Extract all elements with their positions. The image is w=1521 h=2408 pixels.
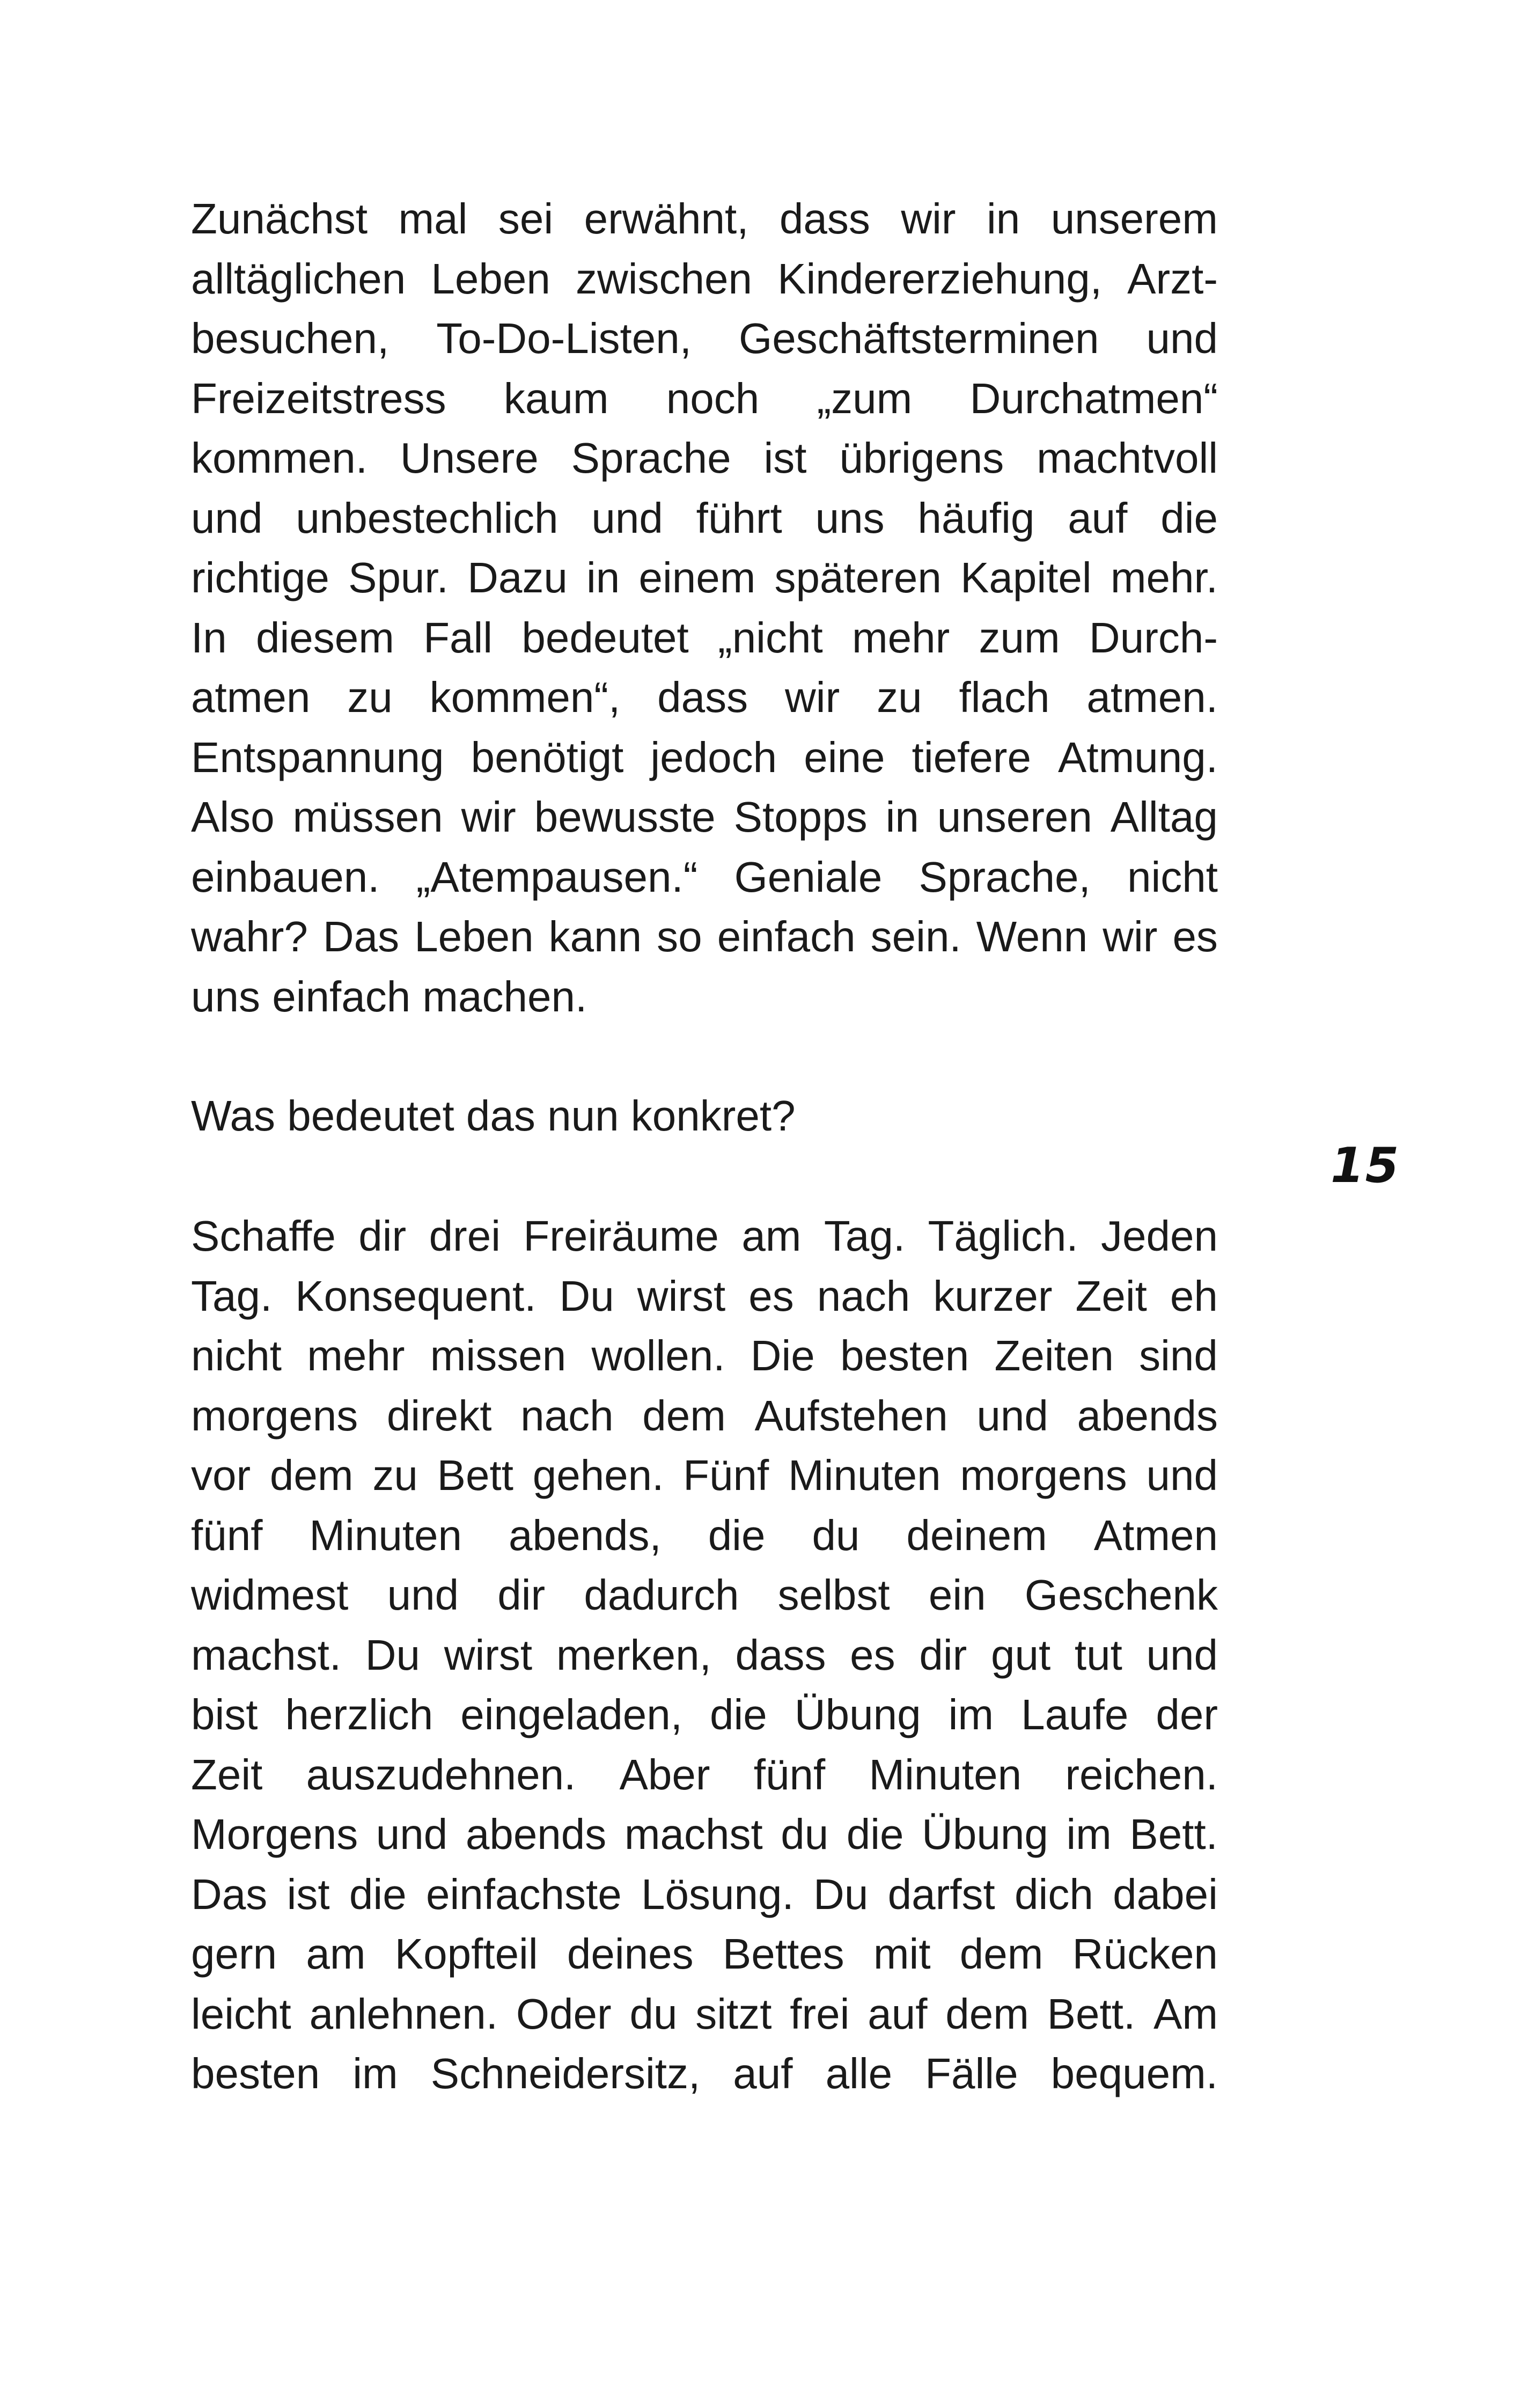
text-line: besten im Schneidersitz, auf alle Fälle bequem.: [191, 2050, 1218, 2097]
text-line: gern am Kopfteil deines Bettes mit dem Rücken: [191, 1930, 1218, 1978]
paragraph-1: [191, 189, 1218, 1026]
text-line: richtige Spur. Dazu in einem späteren Kapitel mehr.: [191, 554, 1218, 601]
text-line: Zeit auszudehnen. Aber fünf Minuten reichen.: [191, 1750, 1218, 1798]
text-line: wahr? Das Leben kann so einfach sein. Wenn wir es: [191, 913, 1218, 960]
text-line: In diesem Fall bedeutet „nicht mehr zum Durch-: [191, 613, 1218, 662]
text-line: einbauen. „Atempausen.“ Geniale Sprache, nicht: [191, 853, 1218, 901]
text-line: uns einfach machen.: [191, 972, 587, 1021]
text-line: vor dem zu Bett gehen. Fünf Minuten morgens und: [191, 1451, 1218, 1499]
paragraph-2: [191, 1206, 1218, 2104]
text-line: Tag. Konsequent. Du wirst es nach kurzer Zeit eh: [191, 1272, 1218, 1320]
text-line: Schaffe dir drei Freiräume am Tag. Täglich. Jeden: [191, 1212, 1218, 1260]
text-line: Entspannung benötigt jedoch eine tiefere Atmung.: [191, 733, 1218, 781]
text-line: besuchen, To-Do-Listen, Geschäftsterminen und: [191, 314, 1218, 362]
text-line: kommen. Unsere Sprache ist übrigens machtvoll: [191, 434, 1218, 482]
text-line: alltäglichen Leben zwischen Kindererziehung, Arzt-: [191, 254, 1218, 303]
question-paragraph: [191, 1086, 1218, 1146]
text-line: nicht mehr missen wollen. Die besten Zeiten sind: [191, 1332, 1218, 1379]
question-line: Was bedeutet das nun konkret?: [191, 1092, 796, 1140]
text-line: und unbestechlich und führt uns häufig auf die: [191, 494, 1218, 542]
text-line: atmen zu kommen“, dass wir zu flach atmen.: [191, 673, 1218, 721]
text-line: fünf Minuten abends, die du deinem Atmen: [191, 1511, 1218, 1559]
page-number: 15: [1331, 1137, 1400, 1194]
text-line: machst. Du wirst merken, dass es dir gut tut und: [191, 1631, 1218, 1679]
text-line: leicht anlehnen. Oder du sitzt frei auf dem Bett. Am: [191, 1989, 1218, 2038]
text-line: morgens direkt nach dem Aufstehen und abends: [191, 1391, 1218, 1440]
text-line: widmest und dir dadurch selbst ein Geschenk: [191, 1571, 1218, 1619]
text-line: Zunächst mal sei erwähnt, dass wir in unserem: [191, 195, 1218, 243]
text-line: Morgens und abends machst du die Übung im Bett.: [191, 1810, 1218, 1858]
text-line: bist herzlich eingeladen, die Übung im Laufe der: [191, 1691, 1218, 1738]
text-line: Das ist die einfachste Lösung. Du darfst dich dabei: [191, 1870, 1218, 1918]
text-line: Freizeitstress kaum noch „zum Durchatmen“: [191, 374, 1218, 422]
text-line: Also müssen wir bewusste Stopps in unseren Alltag: [191, 793, 1218, 841]
